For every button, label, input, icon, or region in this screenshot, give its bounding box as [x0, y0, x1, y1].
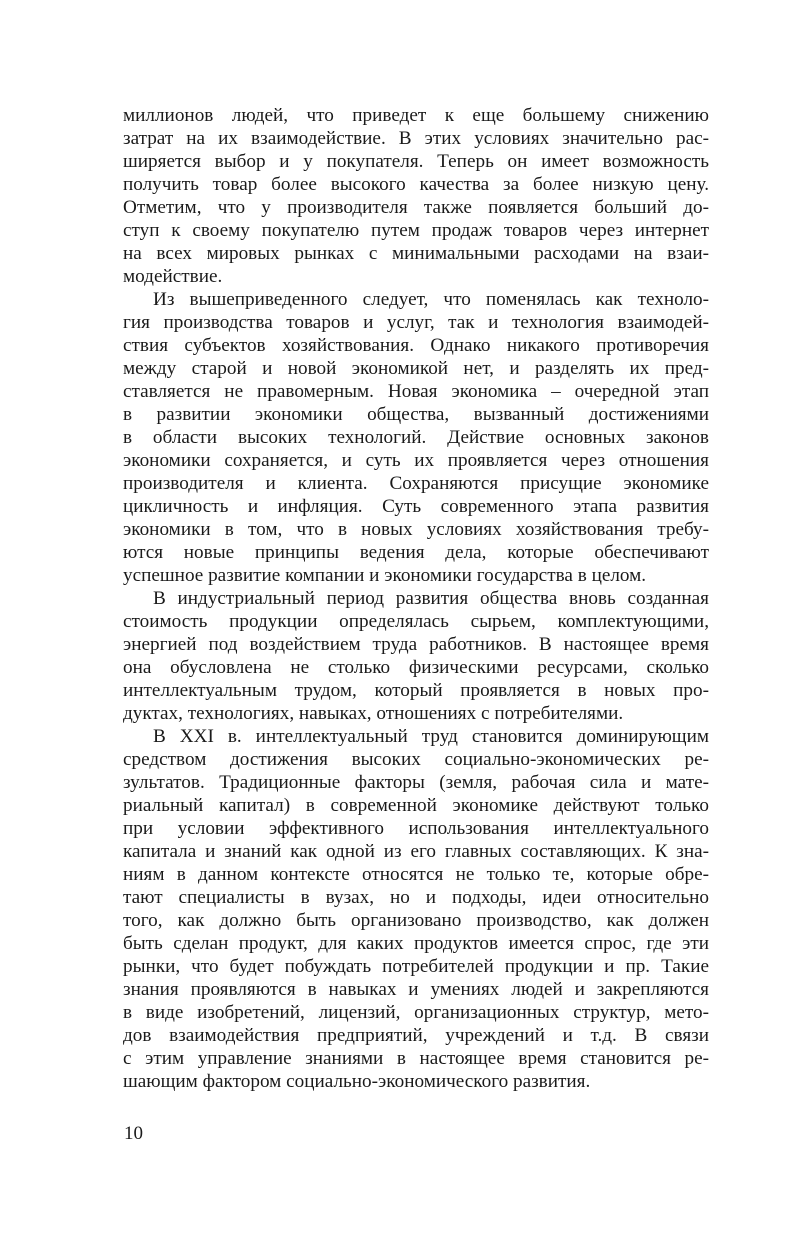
page-number: 10: [124, 1123, 143, 1144]
text-line: экономики в том, что в новых условиях хозяйствования требу-: [123, 519, 709, 540]
text-line: ствия субъектов хозяйствования. Однако никакого противоречия: [123, 335, 709, 356]
paragraph: [123, 104, 709, 288]
text-line: стоимость продукции определялась сырьем, комплектующими,: [123, 611, 709, 632]
text-line: средством достижения высоких социально-экономических ре-: [123, 749, 709, 770]
text-line: в области высоких технологий. Действие основных законов: [123, 427, 709, 448]
text-line: цикличность и инфляция. Суть современного этапа развития: [123, 496, 709, 517]
text-line: модействие.: [123, 266, 223, 287]
text-line: дуктах, технологиях, навыках, отношениях с потребителями.: [123, 703, 624, 724]
text-line: миллионов людей, что приведет к еще большему снижению: [123, 105, 709, 126]
body-text: [123, 104, 709, 1093]
text-line: производителя и клиента. Сохраняются присущие экономике: [123, 473, 709, 494]
text-line: на всех мировых рынках с минимальными расходами на взаи-: [123, 243, 709, 264]
text-line: ставляется не правомерным. Новая экономика – очередной этап: [123, 381, 709, 402]
text-line: В XXI в. интеллектуальный труд становится доминирующим: [153, 726, 709, 747]
paragraph: [123, 288, 709, 587]
text-line: того, как должно быть организовано производство, как должен: [123, 910, 709, 931]
text-line: Отметим, что у производителя также появляется больший до-: [123, 197, 709, 218]
text-line: зультатов. Традиционные факторы (земля, рабочая сила и мате-: [123, 772, 709, 793]
text-line: с этим управление знаниями в настоящее время становится ре-: [123, 1048, 709, 1069]
text-line: экономики сохраняется, и суть их проявляется через отношения: [123, 450, 709, 471]
text-line: Из вышеприведенного следует, что поменялась как техноло-: [153, 289, 709, 310]
text-line: рынки, что будет побуждать потребителей продукции и пр. Такие: [123, 956, 709, 977]
text-line: ниям в данном контексте относятся не только те, которые обре-: [123, 864, 709, 885]
paragraph: [123, 587, 709, 725]
text-line: успешное развитие компании и экономики государства в целом.: [123, 565, 647, 586]
text-line: между старой и новой экономикой нет, и разделять их пред-: [123, 358, 709, 379]
text-line: затрат на их взаимодействие. В этих условиях значительно рас-: [123, 128, 709, 149]
text-line: при условии эффективного использования интеллектуального: [123, 818, 709, 839]
text-line: ступ к своему покупателю путем продаж товаров через интернет: [123, 220, 709, 241]
text-line: ширяется выбор и у покупателя. Теперь он имеет возможность: [123, 151, 709, 172]
text-line: риальный капитал) в современной экономике действуют только: [123, 795, 709, 816]
text-line: капитала и знаний как одной из его главных составляющих. К зна-: [123, 841, 709, 862]
text-line: интеллектуальным трудом, который проявляется в новых про-: [123, 680, 709, 701]
text-line: быть сделан продукт, для каких продуктов имеется спрос, где эти: [123, 933, 709, 954]
text-line: энергией под воздействием труда работников. В настоящее время: [123, 634, 709, 655]
text-line: шающим фактором социально-экономического развития.: [123, 1071, 591, 1092]
text-line: ются новые принципы ведения дела, которые обеспечивают: [123, 542, 709, 563]
text-line: в виде изобретений, лицензий, организационных структур, мето-: [123, 1002, 709, 1023]
text-line: получить товар более высокого качества за более низкую цену.: [123, 174, 709, 195]
paragraph: [123, 725, 709, 1093]
text-line: тают специалисты в вузах, но и подходы, идеи относительно: [123, 887, 709, 908]
text-line: в развитии экономики общества, вызванный достижениями: [123, 404, 709, 425]
text-line: дов взаимодействия предприятий, учреждений и т.д. В связи: [123, 1025, 709, 1046]
text-line: гия производства товаров и услуг, так и технология взаимодей-: [123, 312, 709, 333]
text-line: В индустриальный период развития общества вновь созданная: [153, 588, 709, 609]
text-line: знания проявляются в навыках и умениях людей и закрепляются: [123, 979, 709, 1000]
text-line: она обусловлена не столько физическими ресурсами, сколько: [123, 657, 709, 678]
